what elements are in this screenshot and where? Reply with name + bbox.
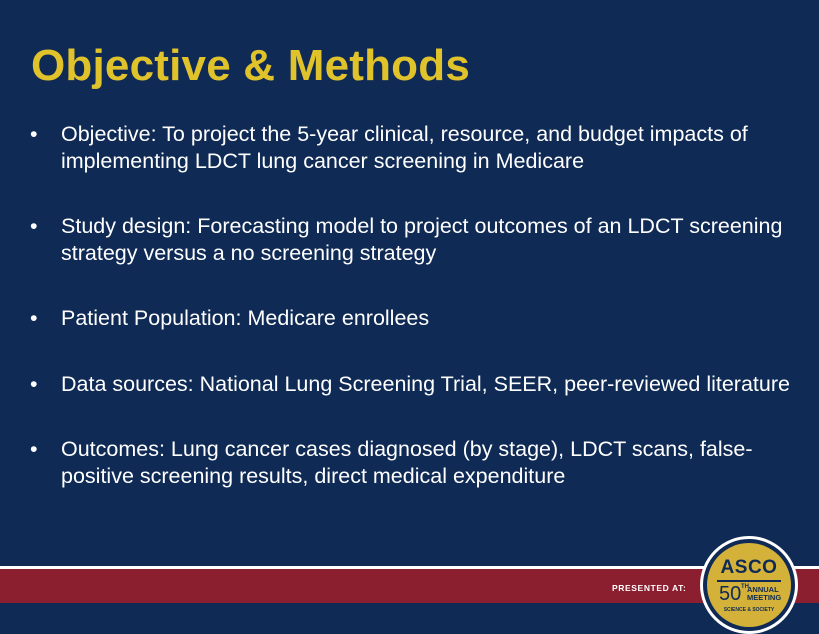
bullet-text: Study design: Forecasting model to project outcomes of an LDCT screening strategy versus a no screening strategy [61, 214, 783, 265]
bullet-dot-icon: • [30, 372, 38, 396]
bullet-data-sources [30, 371, 790, 398]
bullet-patient-population [30, 305, 790, 332]
bullet-dot-icon: • [30, 214, 38, 238]
bullet-dot-icon: • [30, 122, 38, 146]
bullet-study-design [30, 213, 790, 267]
bullet-text: Outcomes: Lung cancer cases diagnosed (by stage), LDCT scans, false-positive screening results, direct medical expenditure [61, 437, 753, 488]
presented-at-label: PRESENTED AT: [612, 583, 687, 593]
logo-number-suffix: TH [741, 584, 749, 590]
logo-gold-disc [707, 543, 791, 627]
bullet-text: Data sources: National Lung Screening Trial, SEER, peer-reviewed literature [61, 372, 790, 396]
logo-tagline: SCIENCE & SOCIETY [723, 607, 775, 613]
footer-bottom-strip [0, 603, 819, 616]
bullet-text: Objective: To project the 5-year clinical, resource, and budget impacts of implementing LDCT lung cancer screening in Medicare [61, 122, 748, 173]
logo-meeting-text [747, 586, 781, 602]
logo-name: ASCO [720, 557, 778, 578]
logo-line-meeting: MEETING [747, 593, 782, 602]
logo-number: 50 [719, 583, 742, 605]
bullet-outcomes [30, 436, 790, 490]
footer-band [0, 566, 819, 606]
bullet-objective [30, 121, 790, 175]
bullet-dot-icon: • [30, 437, 38, 461]
bullet-list [30, 121, 790, 528]
bullet-dot-icon: • [30, 306, 38, 330]
bullet-text: Patient Population: Medicare enrollees [61, 306, 430, 330]
logo-line-annual: ANNUAL [747, 585, 779, 594]
asco-meeting-logo [700, 536, 798, 634]
logo-rule [717, 580, 781, 582]
slide-title: Objective & Methods [31, 41, 470, 90]
